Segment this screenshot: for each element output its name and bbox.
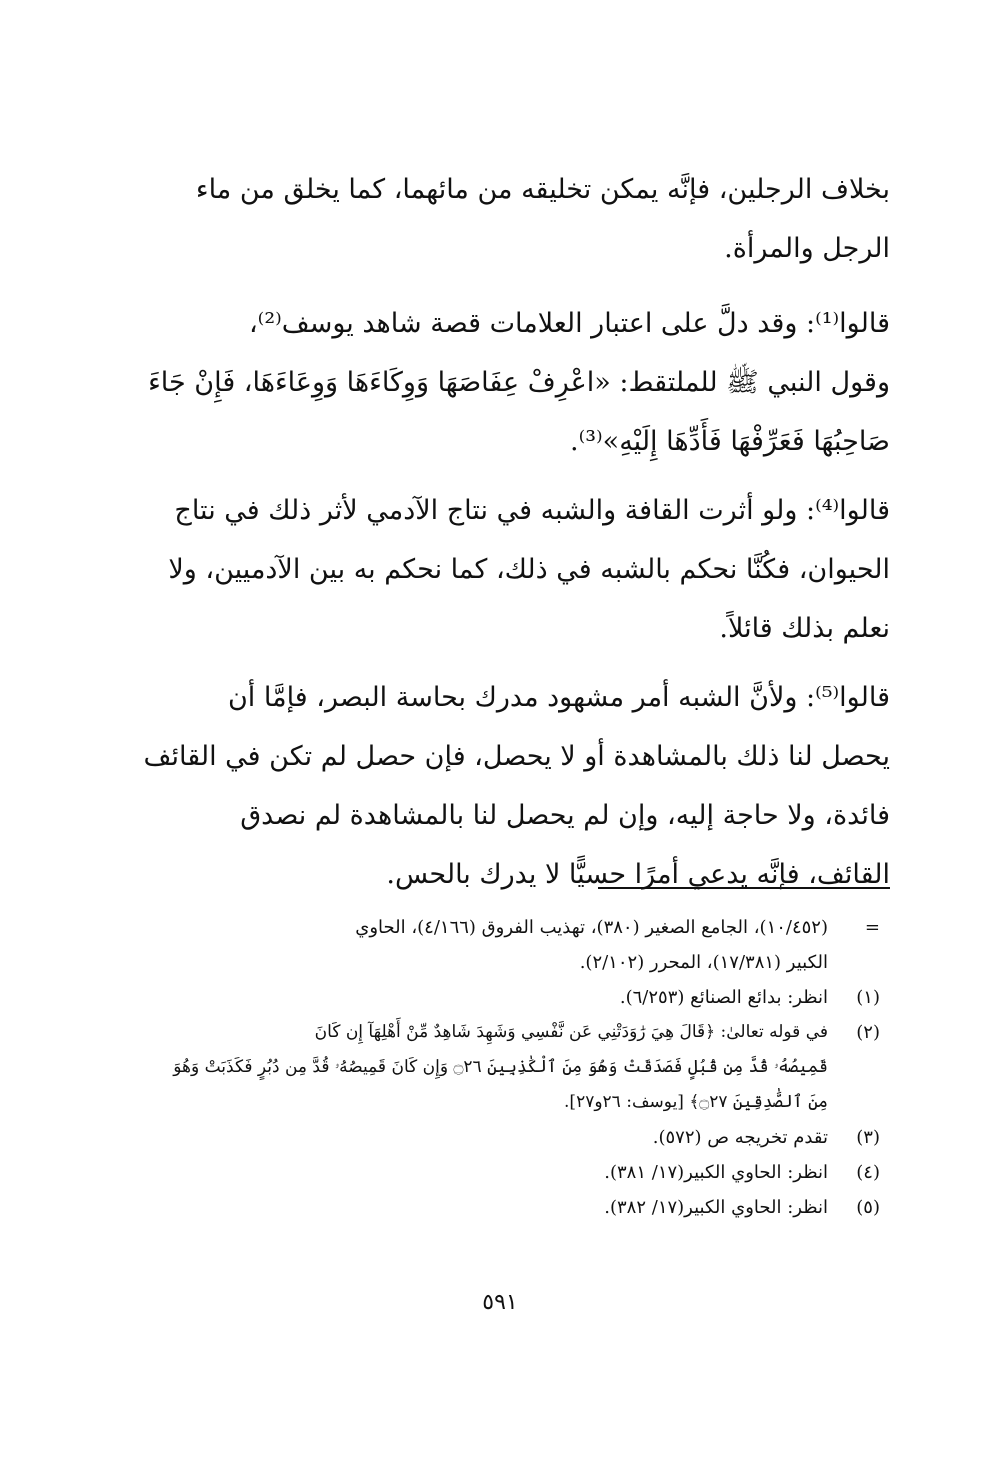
footnote-line: انظر: بدائع الصنائع (٦/٢٥٣).: [619, 987, 828, 1008]
footnote-1: [110, 980, 890, 1015]
page-number: ٥٩١: [482, 1290, 518, 1315]
text-line: قالوا⁽⁴⁾: ولو أثرت القافة والشبه في نتاج الآدمي لأثر ذلك في نتاج: [174, 495, 890, 526]
footnote-line: الكبير (١٧/٣٨١)، المحرر (٢/١٠٢).: [579, 952, 828, 973]
paragraph-1: [110, 160, 890, 278]
footnote-line: قَمِيصُهُۥ قُدَّ مِن قُبُلٍ فَصَدَقَتْ وَهُوَ مِنَ ٱلْكَٰذِبِينَ ۝٢٦ وَإِن كَانَ قَمِيصُهُۥ قُدَّ مِن دُبُرٍ فَكَذَبَتْ وَهُوَ: [173, 1057, 828, 1077]
footnote-line: انظر: الحاوي الكبير(١٧/ ٣٨٢).: [604, 1197, 828, 1218]
text-line: فائدة، ولا حاجة إليه، وإن لم يحصل لنا بالمشاهدة لم نصدق: [240, 800, 890, 831]
text-line: الحيوان، فكُنَّا نحكم بالشبه في ذلك، كما نحكم به بين الآدميين، ولا: [168, 554, 890, 585]
text-line: يحصل لنا ذلك بالمشاهدة أو لا يحصل، فإن حصل لم تكن في القائف: [143, 741, 890, 772]
paragraph-4: [110, 668, 890, 904]
footnote-divider: [598, 887, 890, 889]
footnote-number: (٤): [856, 1162, 880, 1183]
footnote-line: انظر: الحاوي الكبير(١٧/ ٣٨١).: [604, 1162, 828, 1183]
paragraph-2: [110, 294, 890, 471]
text-line: قالوا⁽⁵⁾: ولأنَّ الشبه أمر مشهود مدرك بحاسة البصر، فإمَّا أن: [227, 682, 890, 713]
footnote-2: [110, 1015, 890, 1120]
footnote-4: [110, 1155, 890, 1190]
text-line: القائف، فإنَّه يدعي أمرًا حسيًّا لا يدرك بالحس.: [386, 859, 890, 890]
footnote-number: (٥): [856, 1197, 880, 1218]
text-line: بخلاف الرجلين، فإنَّه يمكن تخليقه من مائهما، كما يخلق من ماء: [195, 174, 890, 205]
footnote-line: في قوله تعالىٰ: ﴿قَالَ هِيَ رَٰوَدَتْنِي عَن نَّفْسِي وَشَهِدَ شَاهِدٌ مِّنْ أَهْلِهَآ إِن كَانَ: [314, 1022, 828, 1042]
text-line: قالوا⁽¹⁾: وقد دلَّ على اعتبار العلامات قصة شاهد يوسف⁽²⁾،: [248, 308, 890, 339]
text-line: نعلم بذلك قائلاً.: [719, 613, 890, 644]
footnote-line: تقدم تخريجه ص (٥٧٢).: [652, 1127, 828, 1148]
paragraph-3: [110, 481, 890, 658]
footnotes: [110, 910, 890, 1225]
text-line: صَاحِبُهَا فَعَرِّفْهَا فَأَدِّهَا إِلَيْهِ»⁽³⁾.: [570, 426, 890, 457]
footnote-3: [110, 1120, 890, 1155]
footnote-continued: [110, 910, 890, 980]
text-line: الرجل والمرأة.: [724, 233, 890, 264]
footnote-number: (٣): [856, 1127, 880, 1148]
footnote-line: (١٠/٤٥٢)، الجامع الصغير (٣٨٠)، تهذيب الفروق (٤/١٦٦)، الحاوي: [355, 917, 828, 938]
text-line: وقول النبي ﷺ للملتقط: «اعْرِفْ عِفَاصَهَا وَوِكَاءَهَا وَوِعَاءَهَا، فَإِنْ جَاءَ: [148, 367, 890, 398]
footnote-number: (٢): [856, 1022, 880, 1043]
footnote-5: [110, 1190, 890, 1225]
footnote-number: (١): [856, 987, 880, 1008]
footnote-marker: =: [864, 917, 880, 938]
book-page: [110, 0, 890, 1458]
footnote-line: مِنَ ٱلصَّٰدِقِينَ ۝٢٧﴾ [يوسف: ٢٦و٢٧].: [564, 1092, 828, 1112]
